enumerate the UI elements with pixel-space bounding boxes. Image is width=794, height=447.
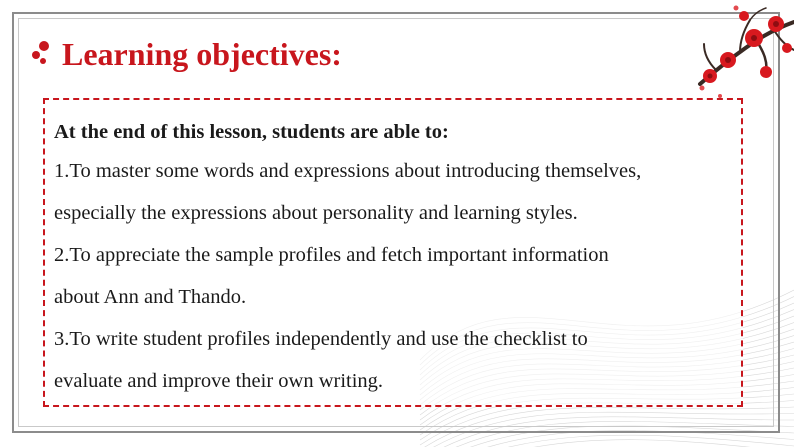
objective-line: 1.To master some words and expressions about introducing themselves, [54,160,642,182]
objectives-text [54,114,734,402]
objective-line: 2.To appreciate the sample profiles and fetch important information [54,244,609,266]
objective-line: especially the expressions about personality and learning styles. [54,202,578,224]
objective-line: evaluate and improve their own writing. [54,370,384,392]
wave-line [420,431,794,447]
red-dots-bullet-icon [30,40,52,66]
plum-blossom-branch-icon [644,0,794,110]
objective-line: about Ann and Thando. [54,286,247,308]
objective-line: 3.To write student profiles independently and use the checklist to [54,328,588,350]
slide-title: Learning objectives: [62,36,342,72]
intro-line: At the end of this lesson, students are able to: [54,121,449,143]
